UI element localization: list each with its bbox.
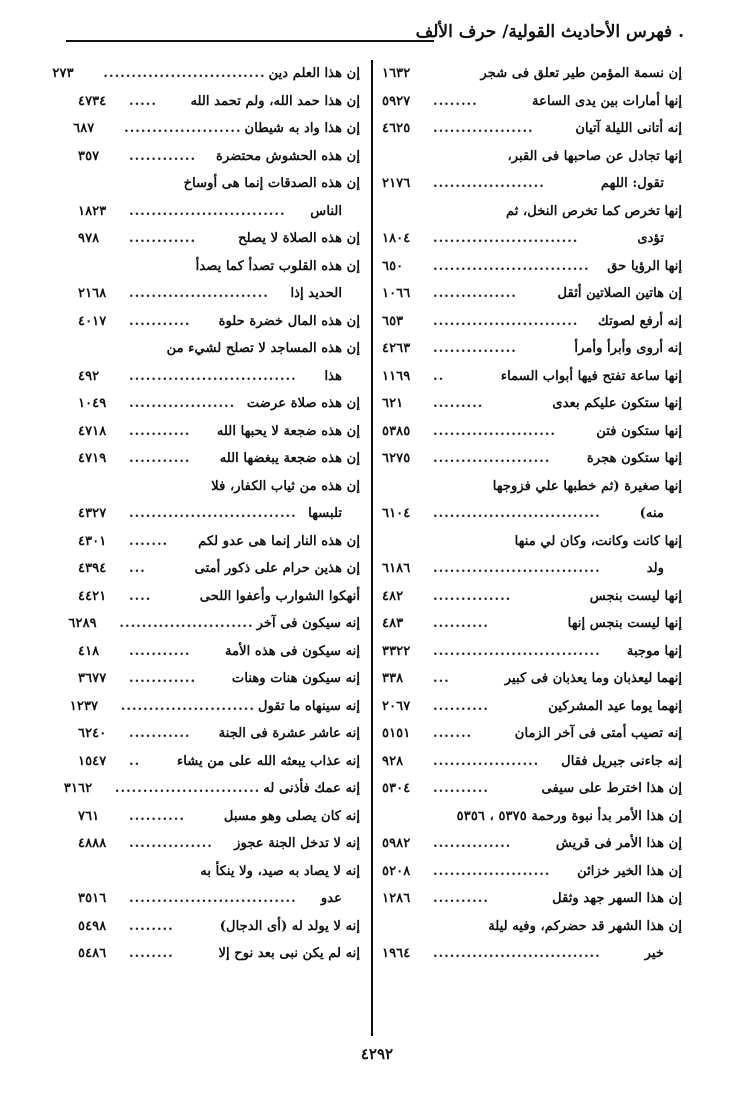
entry-text: هذا — [324, 368, 342, 384]
entry-text: تقول: اللهم — [600, 176, 664, 191]
hadith-number: ٣٥٧ — [78, 148, 100, 164]
entry-text: إنه سيكون فى آخر — [256, 616, 360, 631]
hadith-number: ٣٣٨ — [382, 671, 404, 686]
index-entry — [382, 473, 682, 501]
leader-dots: ........... — [129, 423, 191, 439]
leader-dots: ........ — [129, 918, 174, 934]
hadith-number: ٥٩٨٢ — [382, 836, 411, 851]
leader-dots: .............................. — [433, 643, 601, 659]
index-entry — [382, 638, 682, 666]
hadith-number: ٥٤٨٦ — [78, 946, 107, 961]
leader-dots: ........... — [129, 726, 191, 741]
index-entry — [78, 225, 360, 253]
entry-text: إن هذه صلاة عرضت — [246, 396, 360, 411]
hadith-number: ١٦٣٢ — [382, 66, 411, 81]
hadith-number: ١٩٦٤ — [382, 946, 411, 961]
entry-text: إنهما ليعذبان وما يعذبان فى كبير — [504, 671, 682, 686]
entry-text: إن هذا الشهر قد حضركم، وفيه ليلة — [488, 918, 682, 934]
index-entry — [382, 418, 682, 446]
index-entry — [78, 885, 360, 913]
leader-dots: ............ — [129, 671, 197, 686]
index-entry — [78, 720, 360, 748]
hadith-number: ٢١٦٨ — [78, 286, 107, 301]
leader-dots: .................... — [433, 176, 545, 191]
leader-dots: .............................. — [433, 946, 601, 961]
leader-dots: ............................ — [129, 203, 286, 219]
index-entry — [382, 60, 682, 88]
entry-text: إن هذه المال خضرة حلوة — [218, 313, 360, 329]
index-entry — [382, 693, 682, 721]
index-entry — [382, 940, 682, 968]
hadith-number: ٤١٨ — [78, 643, 100, 659]
leader-dots: .. — [129, 753, 141, 769]
index-entry — [382, 720, 682, 748]
leader-dots: .......... — [433, 616, 489, 631]
header-title: فهرس الأحاديث القولية/ حرف الألف — [415, 22, 673, 42]
hadith-number: ٤٨٣ — [382, 616, 404, 631]
entry-text: إن هذا اخترط على سيفى — [541, 781, 682, 796]
leader-dots: ........... — [129, 451, 191, 466]
hadith-number: ٤٣٢٧ — [78, 506, 107, 521]
entry-text: الناس — [310, 203, 342, 219]
index-entry — [382, 500, 682, 528]
entry-text: إنهما يوما عيد المشركين — [548, 698, 682, 714]
index-entry — [63, 775, 360, 803]
entry-text: إنه أروى وأبرأ وأمرأ — [574, 341, 682, 356]
hadith-number: ٦٢٧٥ — [382, 451, 411, 466]
entry-text: إنها أمارات بين يدى الساعة — [532, 93, 682, 109]
entry-text: إنها كانت وكانت، وكان لي منها — [514, 533, 682, 549]
hadith-number: ٩٢٨ — [382, 753, 404, 769]
index-entry — [382, 748, 682, 776]
hadith-number: ٤٠١٧ — [78, 313, 107, 329]
index-entry — [382, 610, 682, 638]
index-entry — [382, 858, 682, 886]
index-entry — [78, 418, 360, 446]
index-entry — [78, 473, 360, 501]
hadith-number: ٥٩٢٧ — [382, 93, 411, 109]
entry-text: إن هذا العلم دين — [268, 66, 360, 81]
hadith-number: ٣٣٢٢ — [382, 643, 411, 659]
leader-dots: ....... — [129, 533, 169, 549]
leader-dots: .............................. — [129, 506, 297, 521]
index-entry — [78, 88, 360, 116]
entry-text: إنه جاءنى جبريل فقال — [561, 753, 682, 769]
leader-dots: ... — [129, 561, 146, 576]
entry-text: إنه سيكون فى هذه الأمة — [225, 643, 360, 659]
entry-text: تلبسها — [308, 506, 342, 521]
leader-dots: .... — [129, 588, 152, 604]
hadith-number: ٥٤٩٨ — [78, 918, 107, 934]
index-entry — [78, 940, 360, 968]
entry-text: إنها ساعة تفتح فيها أبواب السماء — [500, 368, 682, 384]
index-entry — [382, 390, 682, 418]
entry-text: إن هذه ضجعة لا يحبها الله — [216, 423, 360, 439]
hadith-number: ١٨٢٣ — [78, 203, 107, 219]
hadith-number: ٥٢٠٨ — [382, 863, 411, 879]
leader-dots: ............... — [433, 341, 517, 356]
index-entry — [382, 913, 682, 941]
leader-dots: ............ — [129, 148, 197, 164]
index-entry — [382, 253, 682, 281]
leader-dots: ................... — [433, 753, 540, 769]
entry-text: إن هذين حرام على ذكور أمتى — [194, 561, 360, 576]
hadith-number: ٦٢٨٩ — [68, 616, 97, 631]
hadith-number: ١٢٣٧ — [69, 698, 99, 714]
leader-dots: ... — [433, 671, 450, 686]
index-entry — [78, 170, 360, 198]
hadith-number: ١٨٠٤ — [382, 231, 411, 246]
entry-text: إنها صغيرة (ثم خطبها علي فزوجها — [492, 478, 682, 494]
index-entry — [78, 913, 360, 941]
entry-text: إن هذا الخير خزائن — [577, 863, 682, 879]
index-entry — [78, 748, 360, 776]
left-column — [52, 60, 360, 968]
index-entry — [78, 830, 360, 858]
leader-dots: ............... — [433, 286, 517, 301]
entry-text: ولد — [646, 561, 664, 576]
entry-text: إن نسمة المؤمن طير تعلق فى شجر — [480, 66, 682, 81]
column-divider — [371, 60, 373, 1036]
leader-dots: .............................. — [433, 561, 601, 576]
leader-dots: .......................... — [433, 231, 579, 246]
hadith-number: ٦١٨٦ — [382, 561, 411, 576]
hadith-number: ٥٣٨٥ — [382, 423, 411, 439]
index-entry — [52, 60, 360, 88]
entry-text: إنها موجبة — [626, 643, 682, 659]
index-entry — [69, 693, 360, 721]
index-entry — [78, 335, 360, 363]
hadith-number: ٤٩٢ — [78, 368, 100, 384]
entry-text: إنه لا يولد له (أى الدجال) — [219, 918, 360, 934]
leader-dots: ....... — [433, 726, 473, 741]
right-column — [382, 60, 682, 968]
page-number: ٤٢٩٢ — [360, 1045, 394, 1063]
entry-text: إنها تجادل عن صاحبها فى القبر، — [507, 148, 682, 164]
index-entry — [382, 528, 682, 556]
hadith-number: ٣٥١٦ — [78, 891, 107, 906]
entry-text: إن هذا الأمر فى قريش — [555, 836, 682, 851]
index-entry — [78, 583, 360, 611]
entry-text: إن هذه من ثياب الكفار، فلا — [211, 478, 360, 494]
hadith-number: ٤٧١٩ — [78, 451, 107, 466]
index-entry — [78, 390, 360, 418]
index-entry — [78, 638, 360, 666]
leader-dots: .......................... — [433, 313, 579, 329]
index-entry — [78, 803, 360, 831]
leader-dots: .......... — [433, 781, 489, 796]
index-entry — [78, 143, 360, 171]
leader-dots: ............... — [129, 836, 213, 851]
hadith-number: ٤٧١٨ — [78, 423, 107, 439]
leader-dots: .......................... — [114, 781, 261, 796]
entry-text: إن هذه النار إنما هى عدو لكم — [198, 533, 360, 549]
hadith-number: ٤٣٠١ — [78, 533, 107, 549]
leader-dots: ......................... — [129, 286, 269, 301]
index-entry — [78, 253, 360, 281]
entry-text: إنها ليست بنجس — [589, 588, 682, 604]
entry-text: إن هذا حمد الله، ولم تحمد الله — [190, 93, 360, 109]
entry-text: إن هذا واد به شيطان — [244, 121, 360, 136]
index-entry — [382, 198, 682, 226]
index-entry — [382, 665, 682, 693]
leader-dots: ..................... — [433, 863, 551, 879]
entry-text: منه) — [639, 506, 664, 521]
index-entry — [382, 143, 682, 171]
entry-text: أنهكوا الشوارب وأعفوا اللحى — [199, 588, 360, 604]
hadith-number: ٤٨٨٨ — [78, 836, 107, 851]
entry-text: إنها ستكون فتن — [596, 423, 682, 439]
entry-text: إنه عاشر عشرة فى الجنة — [218, 726, 360, 741]
entry-text: تؤدى — [637, 231, 664, 246]
page-header — [416, 22, 684, 42]
entry-text: إنه عذاب يبعثه الله على من يشاء — [177, 753, 360, 769]
index-entry — [382, 280, 682, 308]
leader-dots: .............. — [433, 836, 512, 851]
index-entry — [382, 170, 682, 198]
index-entry — [78, 528, 360, 556]
leader-dots: .............................. — [129, 368, 297, 384]
entry-text: إن هذا الأمر بدأ نبوة ورحمة ٥٣٧٥ ، ٥٣٥٦ — [456, 808, 682, 824]
leader-dots: ........... — [129, 643, 191, 659]
leader-dots: .............................. — [129, 891, 297, 906]
header-bullet: . — [678, 22, 684, 42]
leader-dots: ........... — [129, 313, 191, 329]
entry-text: إنها ستكون هجرة — [586, 451, 682, 466]
entry-text: إنه لا يصاد به صيد، ولا ينكأ به — [200, 863, 360, 879]
hadith-number: ٦٨٧ — [73, 121, 95, 136]
entry-text: إنه سيكون هنات وهنات — [231, 671, 360, 686]
hadith-number: ٥٣٠٤ — [382, 781, 411, 796]
hadith-number: ١٠٦٦ — [382, 286, 411, 301]
index-entry — [382, 445, 682, 473]
leader-dots: .. — [433, 368, 445, 384]
index-entry — [382, 335, 682, 363]
hadith-number: ٣١٦٢ — [63, 781, 93, 796]
index-entry — [68, 610, 360, 638]
hadith-number: ٤٧٣٤ — [78, 93, 107, 109]
hadith-number: ٦٢٤٠ — [78, 726, 107, 741]
index-entry — [382, 885, 682, 913]
index-entry — [382, 363, 682, 391]
leader-dots: ...................... — [433, 423, 557, 439]
leader-dots: ........................ — [120, 698, 255, 714]
index-entry — [78, 280, 360, 308]
entry-text: إن هذه الحشوش محتضرة — [216, 148, 360, 164]
index-entry — [382, 308, 682, 336]
leader-dots: ........ — [433, 93, 478, 109]
index-entry — [78, 555, 360, 583]
index-entry — [382, 88, 682, 116]
entry-text: إنها الرؤيا حق — [607, 258, 682, 274]
entry-text: إنه أرفع لصوتك — [598, 313, 682, 329]
index-entry — [382, 775, 682, 803]
index-entry — [382, 803, 682, 831]
entry-text: إن هذه الصدقات إنما هى أوساخ — [183, 176, 360, 191]
entry-text: الحديد إذا — [290, 286, 342, 301]
hadith-number: ١٢٨٦ — [382, 891, 411, 906]
hadith-number: ٤٨٢ — [382, 588, 404, 604]
leader-dots: .......... — [129, 808, 185, 824]
index-entry — [78, 308, 360, 336]
entry-text: إنه سينهاه ما تقول — [257, 698, 360, 714]
index-entry — [78, 500, 360, 528]
index-entry — [78, 665, 360, 693]
hadith-number: ١٠٤٩ — [78, 396, 107, 411]
hadith-number: ٥١٥١ — [382, 726, 411, 741]
index-entry — [382, 555, 682, 583]
leader-dots: ......... — [433, 396, 484, 411]
hadith-number: ٤٢٦٣ — [382, 341, 411, 356]
entry-text: إنها ستكون عليكم بعدى — [552, 396, 682, 411]
hadith-number: ٦٢١ — [382, 396, 404, 411]
hadith-number: ٤٣٩٤ — [78, 561, 107, 576]
leader-dots: ........ — [129, 946, 174, 961]
header-rule — [66, 40, 434, 42]
entry-text: إن هذه ضجعة يبغضها الله — [219, 451, 360, 466]
entry-text: إن هذه المساجد لا تصلح لشيء من — [166, 341, 360, 356]
leader-dots: ........................ — [119, 616, 254, 631]
leader-dots: ..................... — [124, 121, 242, 136]
hadith-number: ٩٧٨ — [78, 231, 100, 246]
leader-dots: ................... — [129, 396, 236, 411]
hadith-number: ٧٦١ — [78, 808, 100, 824]
leader-dots: ............................. — [103, 66, 266, 81]
hadith-number: ٦٥٠ — [382, 258, 404, 274]
entry-text: إنه تصيب أمتى فى آخر الزمان — [514, 726, 682, 741]
entry-text: إنه لا تدخل الجنة عجوز — [234, 836, 360, 851]
entry-text: إن هاتين الصلاتين أثقل — [557, 286, 682, 301]
leader-dots: ............................ — [433, 258, 590, 274]
hadith-number: ٢٧٣ — [52, 66, 74, 81]
index-entry — [382, 583, 682, 611]
hadith-number: ٣٦٧٧ — [78, 671, 107, 686]
entry-text: إنها تخرص كما تخرص النخل، ثم — [506, 203, 682, 219]
entry-text: إنه لم يكن نبى بعد نوح إلا — [218, 946, 360, 961]
index-entry — [78, 198, 360, 226]
leader-dots: .............. — [433, 588, 512, 604]
hadith-number: ٤٦٢٥ — [382, 121, 411, 136]
entry-text: إنها ليست بنجس إنها — [567, 616, 682, 631]
entry-text: إنه كان يصلى وهو مسبل — [223, 808, 360, 824]
hadith-number: ٢١٧٦ — [382, 176, 411, 191]
hadith-number: ٦٥٣ — [382, 313, 404, 329]
entry-text: إنه عمك فأذنى له — [263, 781, 360, 796]
index-entry — [382, 225, 682, 253]
leader-dots: .............................. — [433, 506, 601, 521]
hadith-number: ٢٠٦٧ — [382, 698, 411, 714]
index-entry — [78, 445, 360, 473]
index-entry — [382, 830, 682, 858]
index-entry — [73, 115, 360, 143]
leader-dots: ..................... — [433, 451, 551, 466]
hadith-number: ١٥٤٧ — [78, 753, 107, 769]
index-entry — [78, 858, 360, 886]
hadith-number: ٦١٠٤ — [382, 506, 411, 521]
leader-dots: ............ — [129, 231, 197, 246]
entry-text: إن هذه القلوب تصدأ كما يصدأ — [195, 258, 360, 274]
entry-text: إن هذه الصلاة لا يصلح — [238, 231, 360, 246]
index-entry — [78, 363, 360, 391]
hadith-number: ٤٤٢١ — [78, 588, 107, 604]
index-entry — [382, 115, 682, 143]
entry-text: خير — [644, 946, 664, 961]
entry-text: إن هذا السهر جهد وثقل — [552, 891, 682, 906]
leader-dots: .......... — [433, 698, 489, 714]
entry-text: عدو — [320, 891, 342, 906]
hadith-number: ١١٦٩ — [382, 368, 411, 384]
leader-dots: .................. — [433, 121, 534, 136]
leader-dots: .......... — [433, 891, 489, 906]
entry-text: إنه أتانى الليلة آتيان — [575, 121, 682, 136]
leader-dots: ..... — [129, 93, 157, 109]
